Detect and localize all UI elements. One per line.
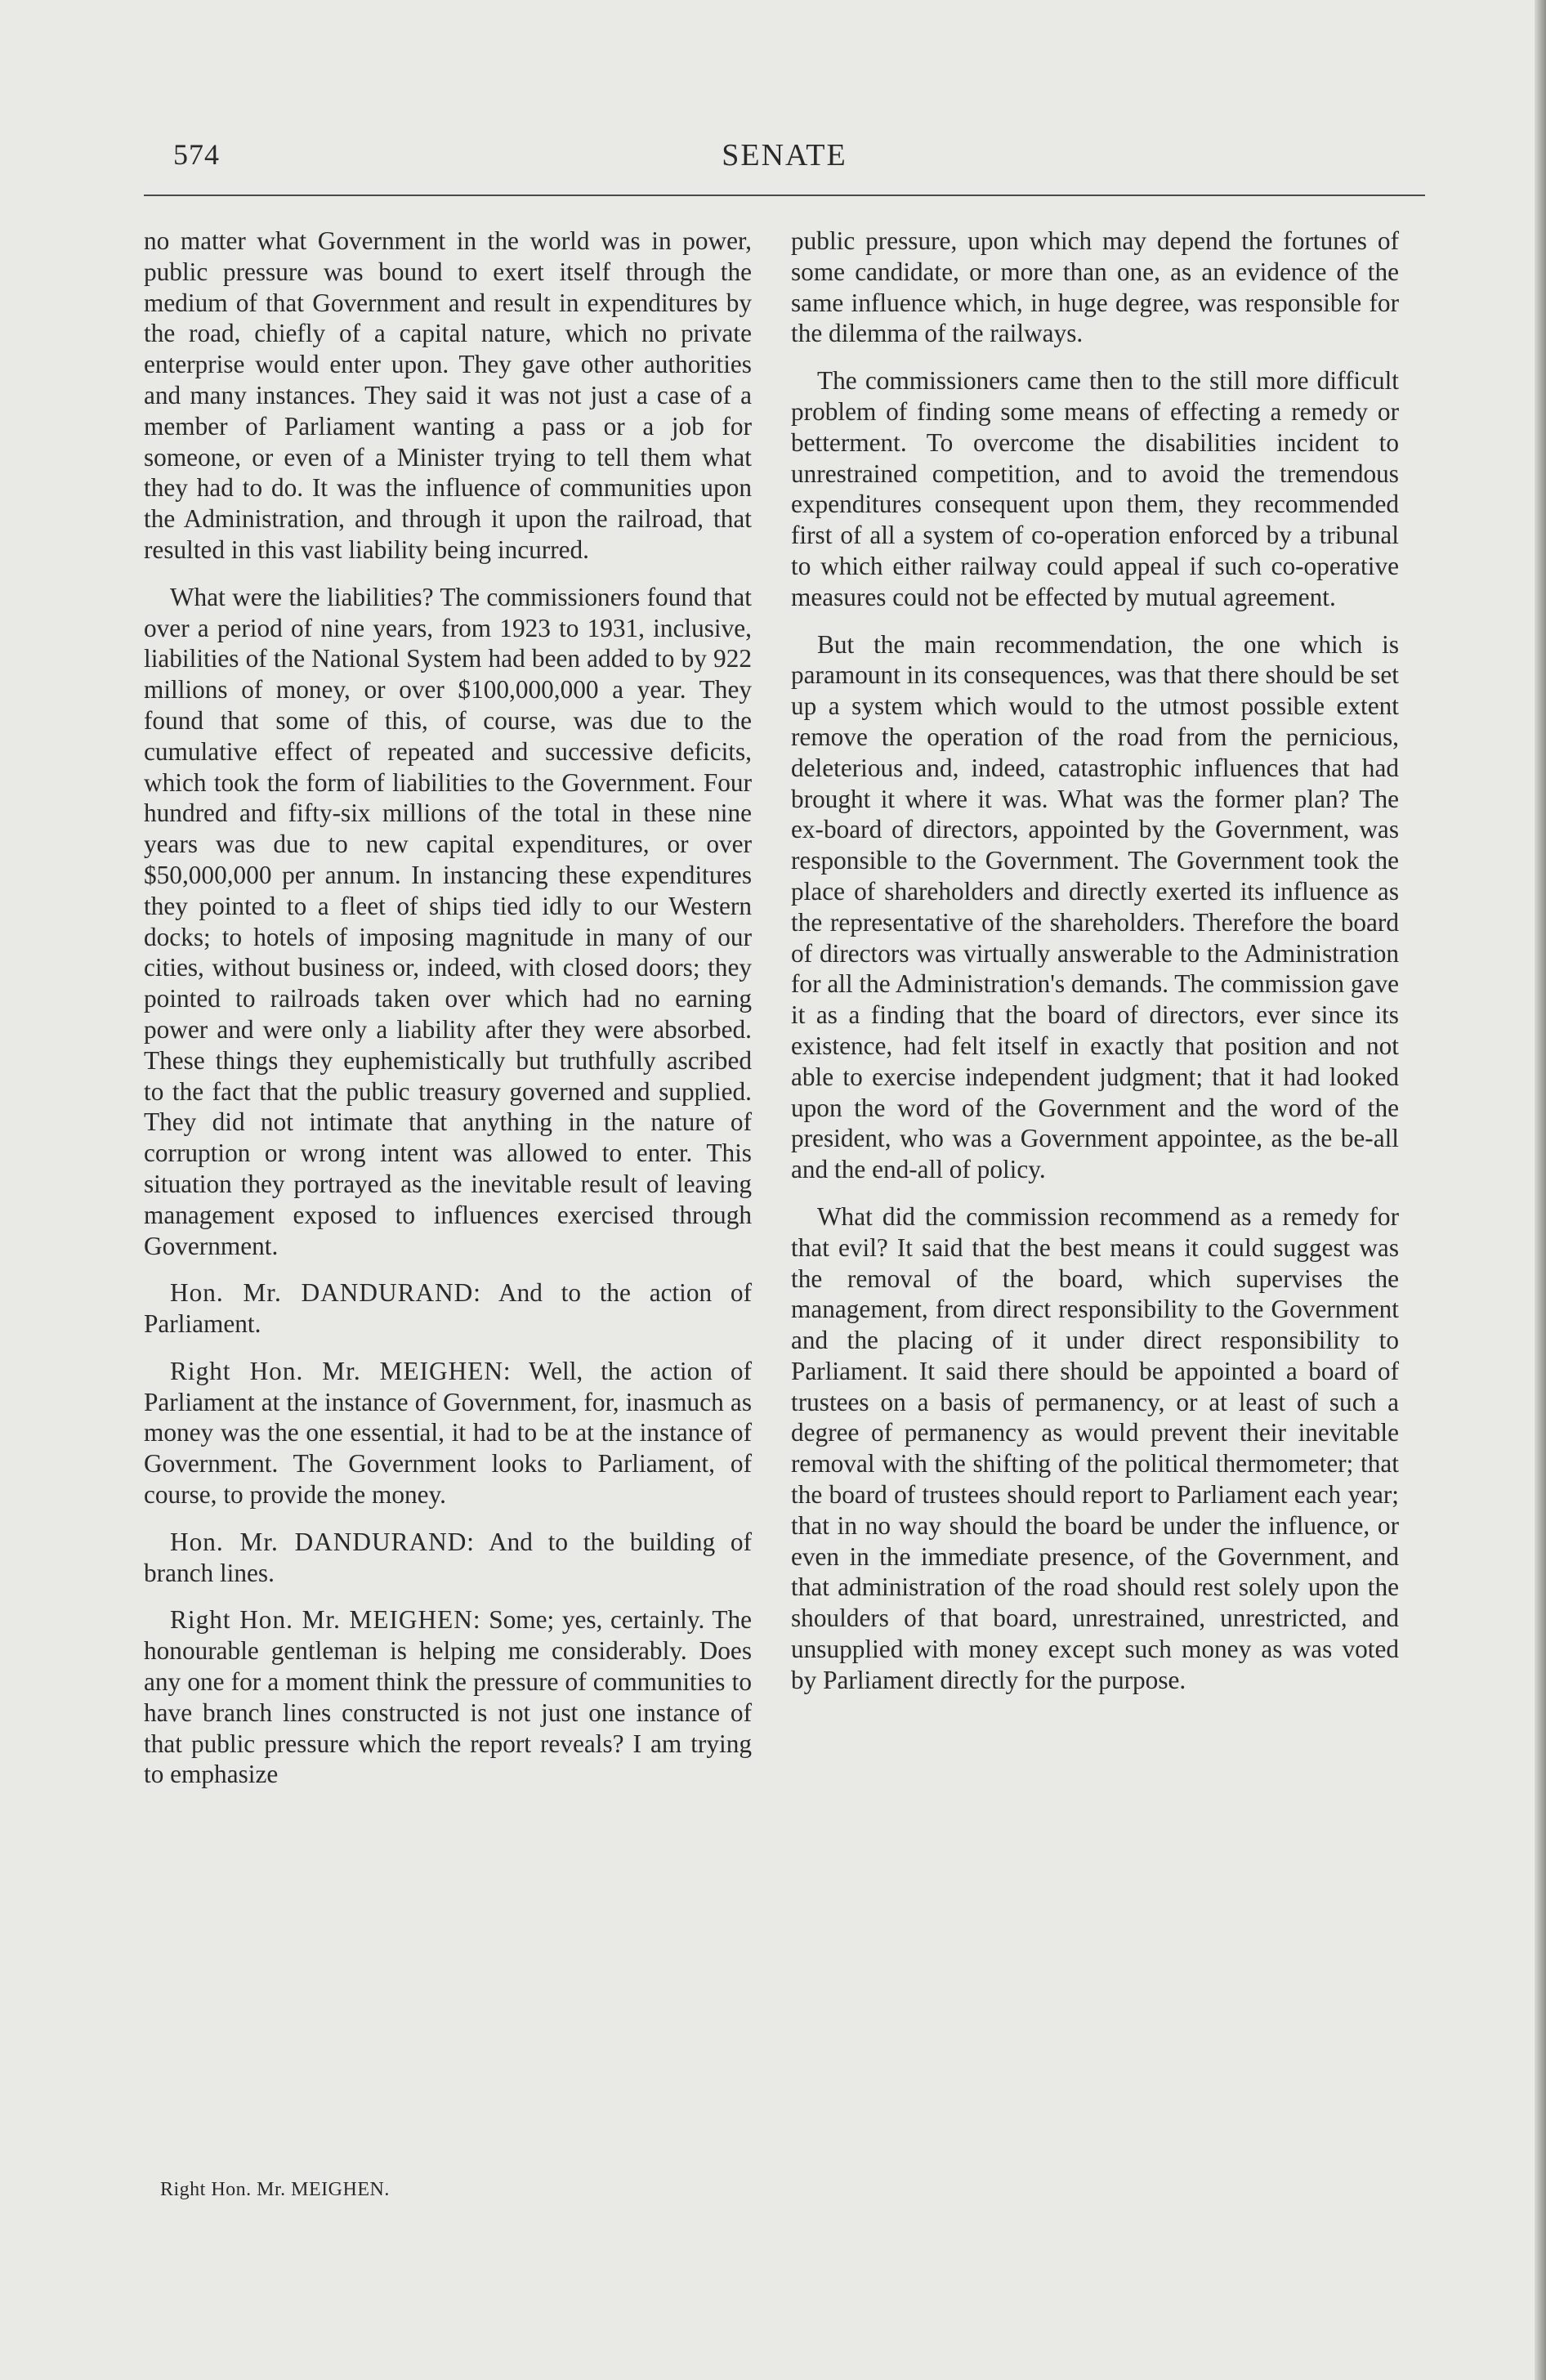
paragraph: What were the liabilities? The commissioners found that over a period of nine years, from 1923 to 1931, inclusive, liabilities of the National System had been added to by 922 millions of money, or over $100,000,000 a year. They found that some of this, of course, was due to the cumulative effect of repeated and successive deficits, which took the form of liabilities to the Government. Four hundred and fifty-six millions of the total in these nine years was due to new capital expenditures, or over $50,000,000 per annum. In instancing these expenditures they pointed to a fleet of ships tied idly to our Western docks; to hotels of imposing magnitude in many of our cities, without business or, indeed, with closed doors; they pointed to railroads taken over which had no earning power and were only a liability after they were absorbed. These things they euphemistically but truthfully ascribed to the fact that the public treasury governed and supplied. They did not intimate that anything in the nature of corruption or wrong intent was allowed to enter. This situation they portrayed as the inevitable result of leaving management exposed to influences exercised through Government. <box>144 582 752 1260</box>
paragraph: no matter what Government in the world was in power, public pressure was bound to exert itself through the medium of that Government and result in expenditures by the road, chiefly of a capital nature, which no private enterprise would enter upon. They gave other authorities and many instances. They said it was not just a case of a member of Parliament wanting a pass or a job for someone, or even of a Minister trying to tell them what they had to do. It was the influence of communities upon the Administration, and through it upon the railroad, that resulted in this vast liability being incurred. <box>144 226 752 564</box>
speaker-name: Right Hon. Mr. MEIGHEN: <box>170 1605 481 1635</box>
speech-paragraph <box>144 1527 752 1589</box>
speaker-name: Hon. Mr. DANDURAND: <box>170 1278 481 1308</box>
header-rule <box>144 195 1425 196</box>
speaker-name: Right Hon. Mr. MEIGHEN: <box>170 1356 512 1385</box>
speaker-name: Hon. Mr. DANDURAND: <box>170 1527 475 1556</box>
speech-paragraph <box>144 1604 752 1790</box>
left-column <box>144 226 752 1806</box>
speech-text: And to the building of branch lines. <box>144 1527 752 1587</box>
page-number: 574 <box>173 138 220 171</box>
speech-text: Well, the action of Parliament at the instance of Government, for, inasmuch as money was the one essential, it had to be at the instance of Government. The Government looks to Parliament, of course, to provide the money. <box>144 1356 753 1510</box>
paragraph: What did the commission recommend as a remedy for that evil? It said that the best means it could suggest was the removal of the board, which supervises the management, from direct responsibility to the Government and the placing of it under direct responsibility to Parliament. It said there should be appointed a board of trustees on a basis of permanency, or at least of such a degree of permanency as would prevent their inevitable removal with the shifting of the political thermometer; that the board of trustees should report to Parliament each year; that in no way should the board be under the influence, or even in the immediate presence, of the Government, and that administration of the road should rest solely upon the shoulders of that board, unrestrained, unrestricted, and unsupplied with money except such money as was voted by Parliament directly for the purpose. <box>791 1201 1399 1694</box>
footer-catchword: Right Hon. Mr. MEIGHEN. <box>160 2179 390 2200</box>
speech-text: Some; yes, certainly. The honourable gentleman is helping me considerably. Does any one for a moment think the pressure of communities to have branch lines constructed is not just one instance of that public pressure which the report reveals? I am trying to emphasize <box>144 1605 753 1789</box>
speech-paragraph <box>144 1356 752 1510</box>
paragraph: public pressure, upon which may depend the fortunes of some candidate, or more than one, as an evidence of the same influence which, in huge degree, was responsible for the dilemma of the railways. <box>791 226 1399 348</box>
scan-edge-shadow <box>1535 0 1546 2380</box>
speech-text: And to the action of Parliament. <box>144 1278 752 1339</box>
paragraph: The commissioners came then to the still more difficult problem of finding some means of effecting a remedy or betterment. To overcome the disabilities incident to unrestrained competition, and to avoid the tremendous expenditures consequent upon them, they recommended first of all a system of co-operation enforced by a tribunal to which either railway could appeal if such co-operative measures could not be effected by mutual agreement. <box>791 366 1399 611</box>
page-header <box>144 137 1425 178</box>
right-column <box>791 226 1399 1712</box>
paragraph: But the main recommendation, the one which is paramount in its consequences, was that there should be set up a system which would to the utmost possible extent remove the operation of the road from the pernicious, deleterious and, indeed, catastrophic influences that had brought it where it was. What was the former plan? The ex-board of directors, appointed by the Government, was responsible to the Government. The Government took the place of shareholders and directly exerted its influence as the representative of the shareholders. Therefore the board of directors was virtually answerable to the Administration for all the Administration's demands. The commission gave it as a finding that the board of directors, ever since its existence, had felt itself in exactly that position and not able to exercise independent judgment; that it had looked upon the word of the Government and the word of the president, who was a Government appointee, as the be-all and the end-all of policy. <box>791 629 1399 1184</box>
speech-paragraph <box>144 1277 752 1340</box>
running-head: SENATE <box>722 138 847 172</box>
